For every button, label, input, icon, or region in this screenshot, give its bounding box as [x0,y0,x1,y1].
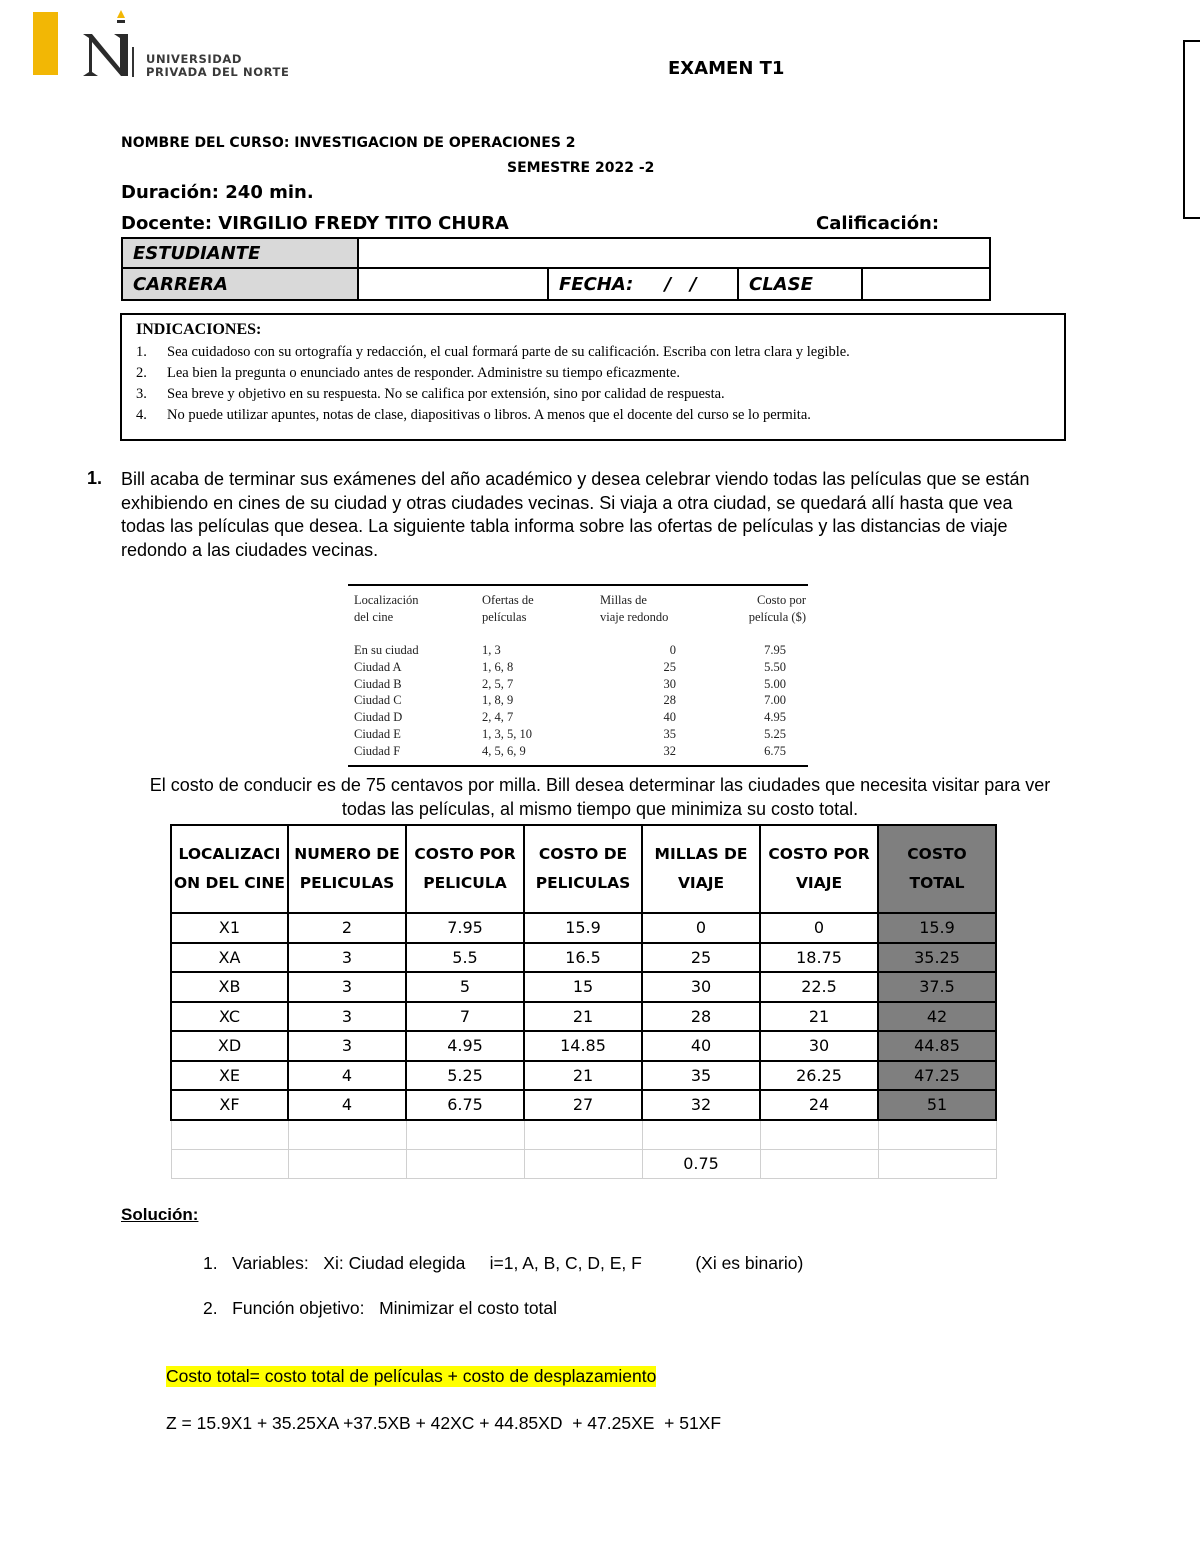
empty-cell [760,1149,878,1179]
total-cost-cell: 42 [878,1002,996,1032]
offers-cell: 0 [669,643,676,657]
table-cell: XC [171,1002,288,1032]
student-form [121,237,991,301]
offers-cell: 1, 6, 8 [482,659,514,674]
empty-cell [760,1120,878,1150]
indication-text: Sea breve y objetivo en su respuesta. No se califica por extensión, sino por calidad de respuesta. [167,386,725,402]
class-label: CLASE [739,269,863,299]
indication-item [136,384,850,405]
table-cell: 5.5 [406,943,524,973]
table-cell: 30 [642,972,760,1002]
date-label[interactable]: FECHA: / / [549,269,739,299]
question-number: 1. [87,468,103,488]
university-logo-icon [80,10,140,80]
indication-text: No puede utilizar apuntes, notas de clase, diapositivas o libros. A menos que el docente del curso se lo permita. [167,407,811,423]
question-text: Bill acaba de terminar sus exámenes del año académico y desea celebrar viendo todas las películas que se están exhibiendo en cines de su ciudad y otras ciudades vecinas. Si viaja a otra ciudad, se quedará allí hasta que vea todas las películas que desea. La siguiente tabla informa sobre las ofertas de películas y las distancias de viaje redondo a las ciudades vecinas. [121,469,1030,560]
class-field[interactable] [863,269,989,299]
indications-list [136,342,850,426]
table-cell: 3 [288,943,406,973]
empty-cell [171,1120,288,1150]
table-cell: 15.9 [524,913,642,943]
table-cell: 30 [760,1031,878,1061]
table-cell: XF [171,1090,288,1120]
total-cost-cell: 47.25 [878,1061,996,1091]
driving-cost-paragraph: El costo de conducir es de 75 centavos por milla. Bill desea determinar las ciudades que necesita visitar para ver todas las películas, al mismo tiempo que minimiza su costo total. [149,775,1051,819]
table-cell: 21 [760,1002,878,1032]
solution-step-objective: 2. Función objetivo: Minimizar el costo total [203,1298,558,1318]
offers-cell: Ciudad C [354,693,402,708]
table-cell: 7 [406,1002,524,1032]
offers-header-offers: Ofertas de películas [482,593,534,624]
offers-cell: 4, 5, 6, 9 [482,743,526,758]
table-row [171,1031,996,1061]
table-cell: 15 [524,972,642,1002]
indications-title: INDICACIONES: [136,321,262,338]
semester: SEMESTRE 2022 -2 [507,160,655,176]
offers-cell: 5.25 [764,727,786,741]
header-num-movies: NUMERO DE PELICULAS [288,825,406,913]
empty-cell [406,1149,524,1179]
indications-box [120,313,1066,441]
table-row [171,943,996,973]
table-cell: 4 [288,1061,406,1091]
empty-cell [878,1149,996,1179]
table-cell: 5 [406,972,524,1002]
table-cell: 3 [288,1002,406,1032]
table-cell: 3 [288,1031,406,1061]
offers-table-top-rule [348,584,808,586]
offers-header-cost: Costo por película ($) [748,593,806,624]
logo-line-1: UNIVERSIDAD [146,52,243,66]
career-field[interactable] [359,269,549,299]
offers-cell: 1, 8, 9 [482,693,514,708]
offers-cell: Ciudad A [354,659,402,674]
table-cell: 24 [760,1090,878,1120]
offers-cell: 35 [663,727,676,741]
table-cell: 14.85 [524,1031,642,1061]
offers-cell: 32 [663,743,676,758]
table-cell: 4.95 [406,1031,524,1061]
table-cell: X1 [171,913,288,943]
offers-cell: En su ciudad [354,643,419,657]
offers-table-bottom-rule [348,765,808,767]
header-movies-cost: COSTO DE PELICULAS [524,825,642,913]
offers-cell: 5.00 [764,676,786,691]
teacher: Docente: VIRGILIO FREDY TITO CHURA [121,213,509,234]
table-cell: XE [171,1061,288,1091]
exam-title: EXAMEN T1 [668,58,785,79]
offers-cell: 7.00 [764,693,786,708]
student-label: ESTUDIANTE [123,239,359,269]
header-cost-per-movie: COSTO POR PELICULA [406,825,524,913]
student-field[interactable] [359,239,989,269]
table-row-per-mile [171,1149,996,1179]
total-cost-cell: 35.25 [878,943,996,973]
table-cell: 18.75 [760,943,878,973]
calc-rows [171,913,996,1120]
offers-cell: 2, 4, 7 [482,710,514,725]
table-cell: XB [171,972,288,1002]
indication-item [136,405,850,426]
offers-table [348,584,808,769]
offers-cell: 28 [663,693,676,708]
duration: Duración: 240 min. [121,182,314,203]
indication-number: 3. [136,386,147,402]
solution-title: Solución: [121,1205,199,1224]
table-cell: 6.75 [406,1090,524,1120]
offers-cell: 1, 3, 5, 10 [482,727,532,741]
total-cost-highlight: Costo total= costo total de películas + costo de desplazamiento [166,1366,657,1386]
total-cost-cell: 15.9 [878,913,996,943]
offers-header-location: Localización del cine [354,593,419,624]
offers-cell: 30 [663,676,676,691]
empty-cell [288,1149,406,1179]
indication-item [136,363,850,384]
logo-separator [132,47,134,77]
table-cell: 21 [524,1002,642,1032]
header-miles: MILLAS DE VIAJE [642,825,760,913]
table-cell: 22.5 [760,972,878,1002]
offers-cell: 7.95 [764,643,786,657]
total-cost-cell: 51 [878,1090,996,1120]
offers-cell: 5.50 [764,659,786,674]
empty-cell [406,1120,524,1150]
calc-table-header [171,825,996,913]
table-cell: 40 [642,1031,760,1061]
table-cell: 26.25 [760,1061,878,1091]
table-row [171,913,996,943]
table-cell: 3 [288,972,406,1002]
table-cell: 27 [524,1090,642,1120]
table-row-empty [171,1120,996,1150]
offers-cell: Ciudad F [354,743,401,758]
logo-bar [33,12,58,75]
grade-label: Calificación: [816,213,940,234]
table-cell: 16.5 [524,943,642,973]
university-name [146,53,289,79]
table-cell: 0 [760,913,878,943]
offers-cell: 4.95 [764,710,786,725]
offers-cell: Ciudad E [354,727,401,741]
header-travel-cost: COSTO POR VIAJE [760,825,878,913]
driving-cost-text [0,774,1200,821]
empty-cell [288,1120,406,1150]
indication-text: Sea cuidadoso con su ortografía y redacción, el cual formará parte de su calificación. Escriba con letra clara y legible. [167,344,850,360]
table-cell: 21 [524,1061,642,1091]
indication-item [136,342,850,363]
table-cell: 32 [642,1090,760,1120]
table-cell: 7.95 [406,913,524,943]
offers-cell: Ciudad B [354,676,402,691]
header-total-cost: COSTO TOTAL [878,825,996,913]
offers-cell: Ciudad D [354,710,403,725]
total-cost-cell: 44.85 [878,1031,996,1061]
logo-line-2: PRIVADA DEL NORTE [146,65,290,79]
objective-equation: Z = 15.9X1 + 35.25XA +37.5XB + 42XC + 44.85XD + 47.25XE + 51XF [166,1413,722,1433]
table-cell: 2 [288,913,406,943]
empty-cell [524,1149,642,1179]
table-cell: 28 [642,1002,760,1032]
offers-cell: 2, 5, 7 [482,676,514,691]
calc-table [170,824,997,1179]
page-edge-box [1183,40,1200,219]
offers-cell: 40 [663,710,676,725]
table-row [171,1090,996,1120]
table-row [171,972,996,1002]
table-cell: XD [171,1031,288,1061]
offers-header-miles: Millas de viaje redondo [600,593,669,624]
indication-number: 2. [136,365,147,381]
per-mile-cost: 0.75 [642,1149,760,1179]
indication-text: Lea bien la pregunta o enunciado antes de responder. Administre su tiempo eficazmente. [167,365,680,381]
offers-cell: 25 [663,659,676,674]
career-label: CARRERA [123,269,359,299]
header-location: LOCALIZACI ON DEL CINE [171,825,288,913]
table-cell: 4 [288,1090,406,1120]
table-cell: 35 [642,1061,760,1091]
total-cost-cell: 37.5 [878,972,996,1002]
empty-cell [171,1149,288,1179]
table-row [171,1061,996,1091]
indication-number: 4. [136,407,147,423]
empty-cell [878,1120,996,1150]
offers-cell: 1, 3 [482,643,501,657]
empty-cell [642,1120,760,1150]
solution-step-variables: 1. Variables: Xi: Ciudad elegida i=1, A, B, C, D, E, F (Xi es binario) [203,1253,804,1273]
indication-number: 1. [136,344,147,360]
table-cell: 25 [642,943,760,973]
table-cell: 0 [642,913,760,943]
table-row [171,1002,996,1032]
course-name: NOMBRE DEL CURSO: INVESTIGACION DE OPERACIONES 2 [121,135,576,151]
offers-cell: 6.75 [764,743,786,758]
empty-cell [524,1120,642,1150]
table-cell: 5.25 [406,1061,524,1091]
table-cell: XA [171,943,288,973]
